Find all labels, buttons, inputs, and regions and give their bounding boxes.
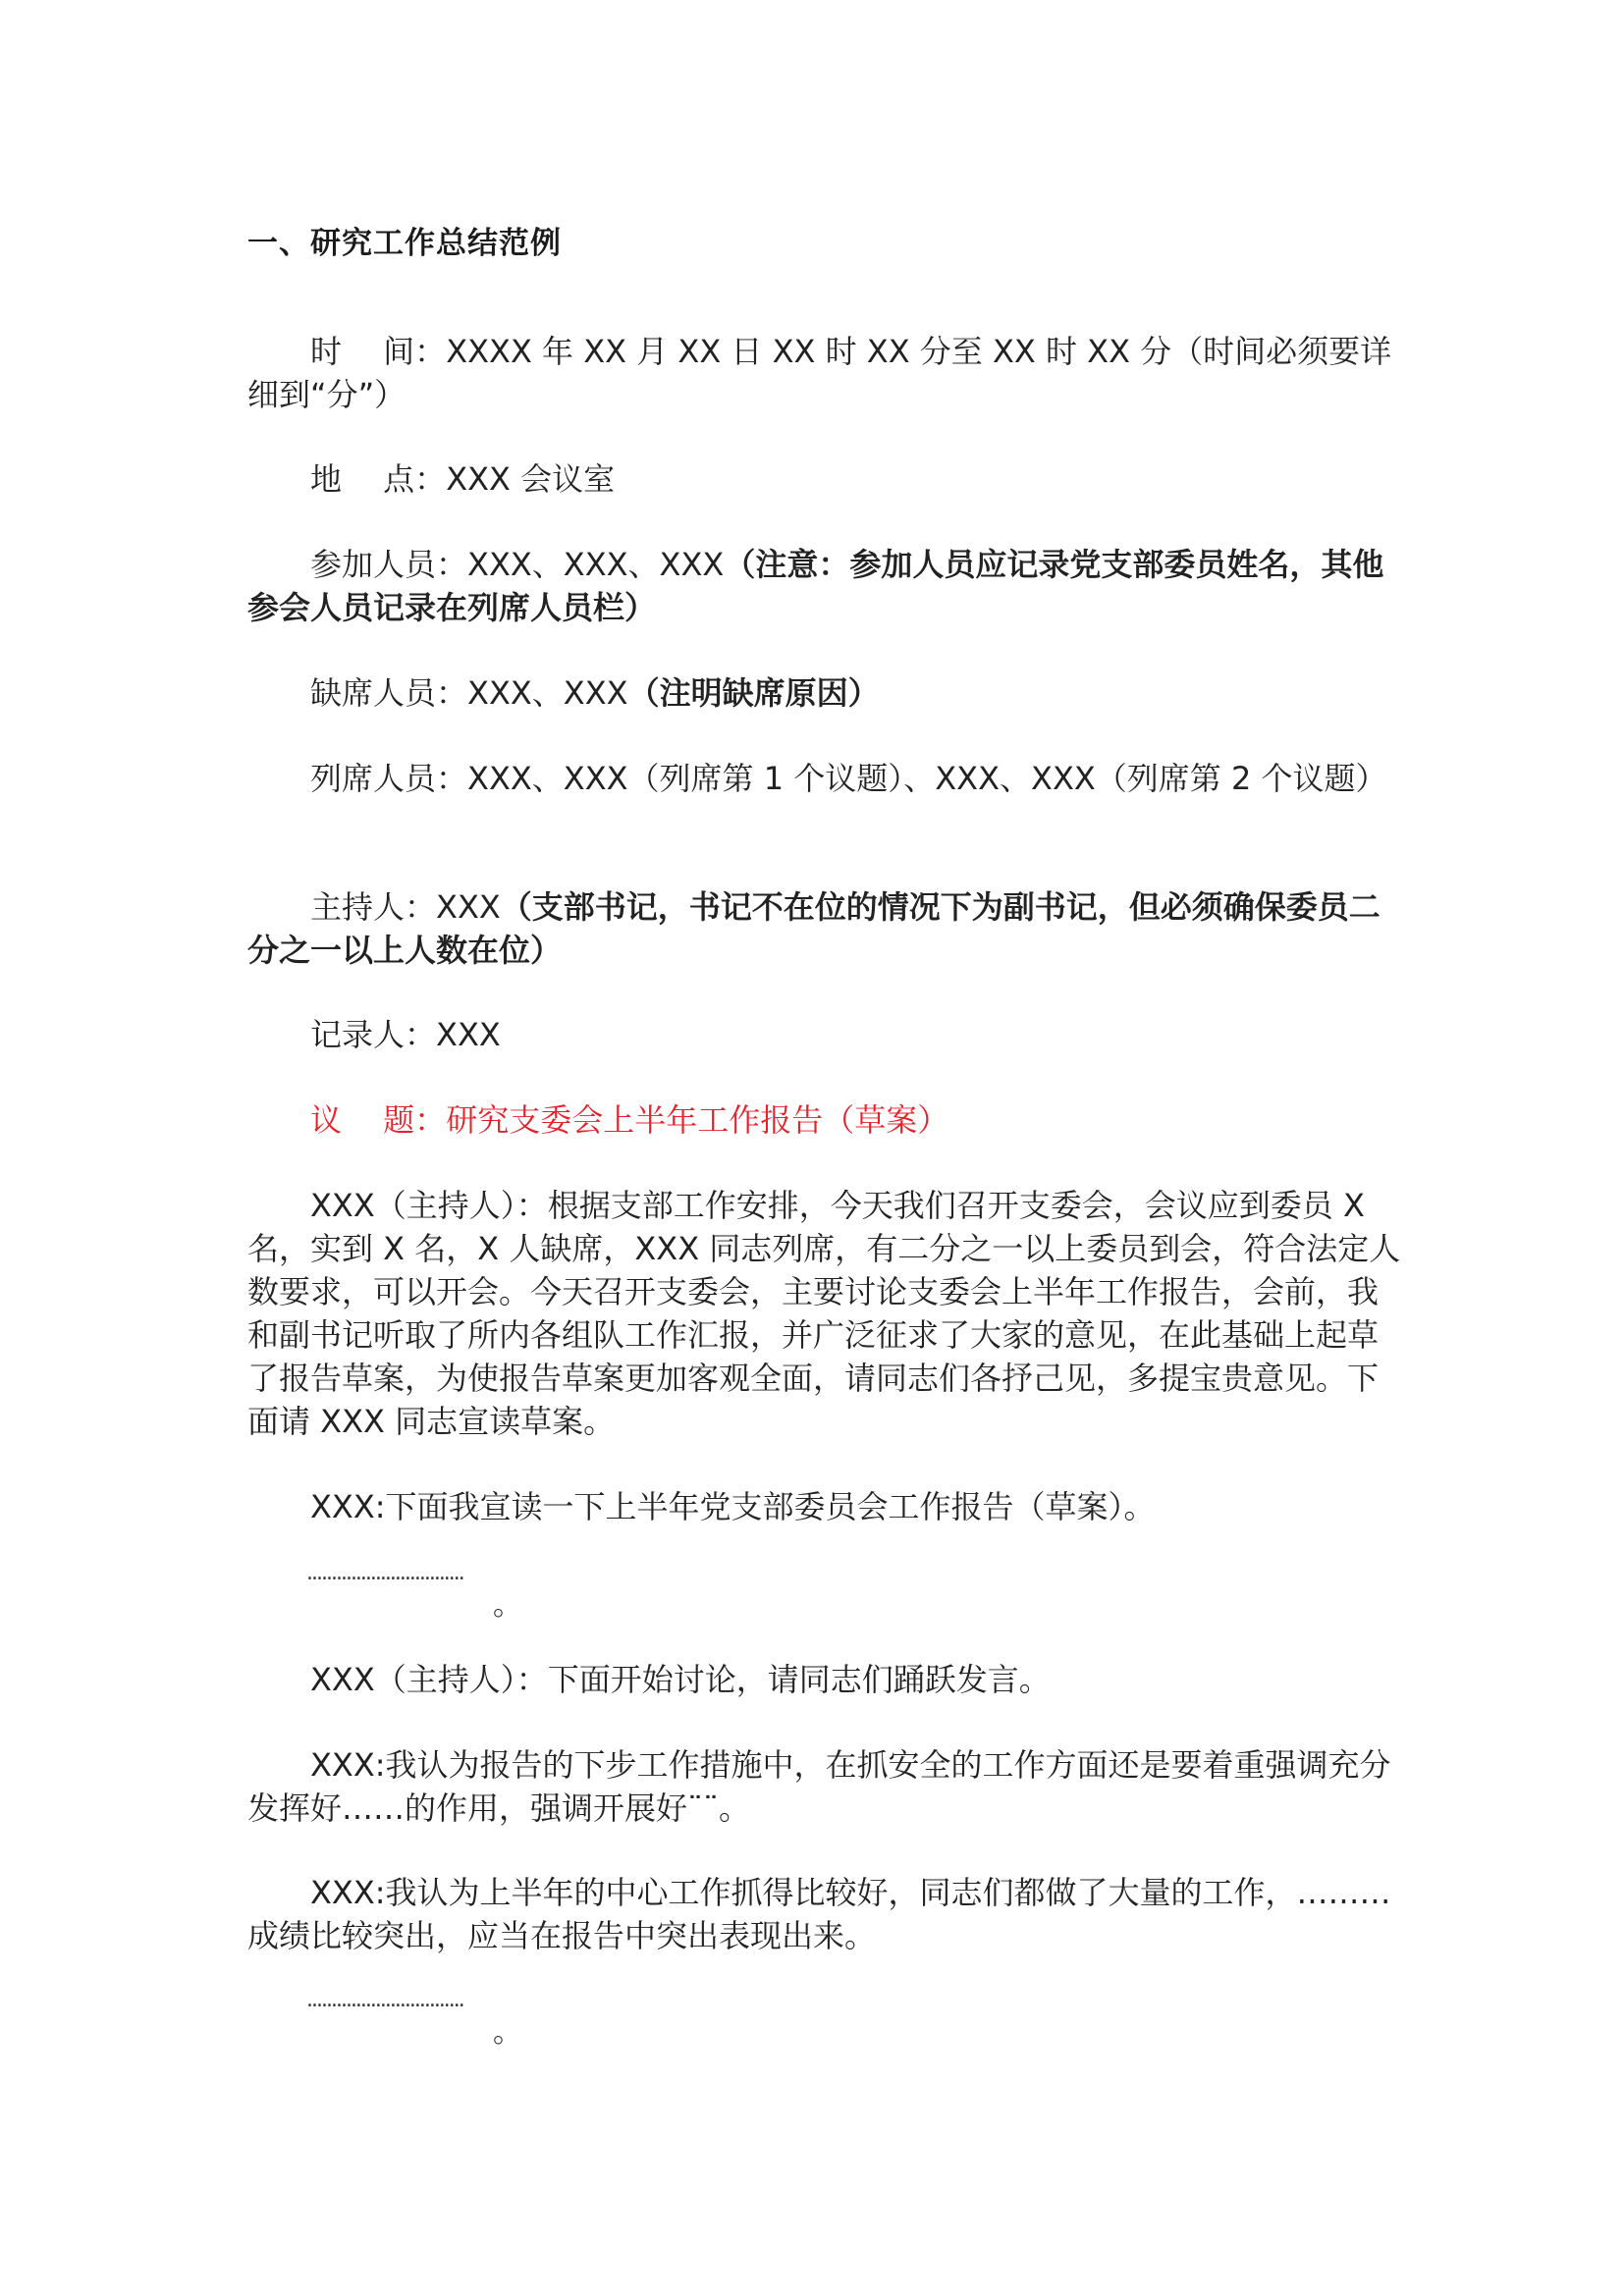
section-heading: 一、研究工作总结范例 <box>247 226 562 261</box>
recorder-label: 记录人： <box>310 1016 437 1053</box>
time-label: 时 间： <box>310 333 447 370</box>
observers-value: XXX、XXX（列席第 1 个议题）、XXX、XXX（列席第 2 个议题） <box>467 760 1387 797</box>
attendees-line <box>247 543 1406 629</box>
recorder-value: XXX <box>436 1016 501 1053</box>
attendees-note: （注意：参加人员应记录党支部委员姓名，其他参会人员记录在列席人员栏） <box>247 546 1384 626</box>
ellipsis-end-2: 。 <box>493 2015 522 2050</box>
attendees-value: XXX、XXX、XXX <box>467 546 725 583</box>
ellipsis-dots-1: ................................ <box>306 1561 463 1585</box>
time-value: XXXX 年 XX 月 XX 日 XX 时 XX 分至 XX 时 XX 分（时间必须要详细到“分”） <box>247 333 1392 413</box>
host-line <box>247 885 1406 972</box>
attendees-label: 参加人员： <box>310 546 468 583</box>
location-value: XXX 会议室 <box>446 460 616 498</box>
absentees-line <box>247 671 1406 715</box>
speech-host-discussion: XXX（主持人）：下面开始讨论，请同志们踊跃发言。 <box>310 1661 1051 1698</box>
absentees-label: 缺席人员： <box>310 674 468 712</box>
ellipsis-dots-2: ................................ <box>306 1988 463 2012</box>
host-label: 主持人： <box>310 888 437 926</box>
speech-reading: XXX:下面我宣读一下上半年党支部委员会工作报告（草案）。 <box>310 1488 1156 1525</box>
absentees-note: （注明缺席原因） <box>627 674 880 712</box>
host-note: （支部书记，书记不在位的情况下为副书记，但必须确保委员二分之一以上人数在位） <box>247 888 1380 969</box>
recorder-line <box>247 1013 1406 1056</box>
topic-line <box>247 1098 1406 1142</box>
speech-member-2: XXX:我认为上半年的中心工作抓得比较好，同志们都做了大量的工作，………成绩比较突出，应当在报告中突出表现出来。 <box>247 1874 1391 1954</box>
observers-label: 列席人员： <box>310 760 468 797</box>
ellipsis-end-1: 。 <box>493 1588 522 1623</box>
topic-value: 研究支委会上半年工作报告（草案） <box>446 1101 949 1139</box>
observers-line <box>247 757 1406 800</box>
topic-label: 议 题： <box>310 1101 447 1139</box>
time-line <box>247 330 1406 416</box>
absentees-value: XXX、XXX <box>467 674 628 712</box>
speech-host-opening: XXX（主持人）：根据支部工作安排，今天我们召开支委会，会议应到委员 X 名，实到 X 名，X 人缺席，XXX 同志列席，有二分之一以上委员到会，符合法定人数要求，可以开会。今天召开支委会，主要讨论支委会上半年工作报告，会前，我和副书记听取了所内各组队工作汇报，并广泛征求了大家的意见，在此基础上起草了报告草案，为使报告草案更加客观全面，请同志们各抒己见，多提宝贵意见。下面请 XXX 同志宣读草案。 <box>247 1187 1401 1440</box>
location-label: 地 点： <box>310 460 447 498</box>
host-value: XXX <box>436 888 501 926</box>
speech-member-1: XXX:我认为报告的下步工作措施中，在抓安全的工作方面还是要着重强调充分发挥好……的作用，强调开展好¨¨。 <box>247 1746 1391 1827</box>
location-line <box>247 457 1406 501</box>
